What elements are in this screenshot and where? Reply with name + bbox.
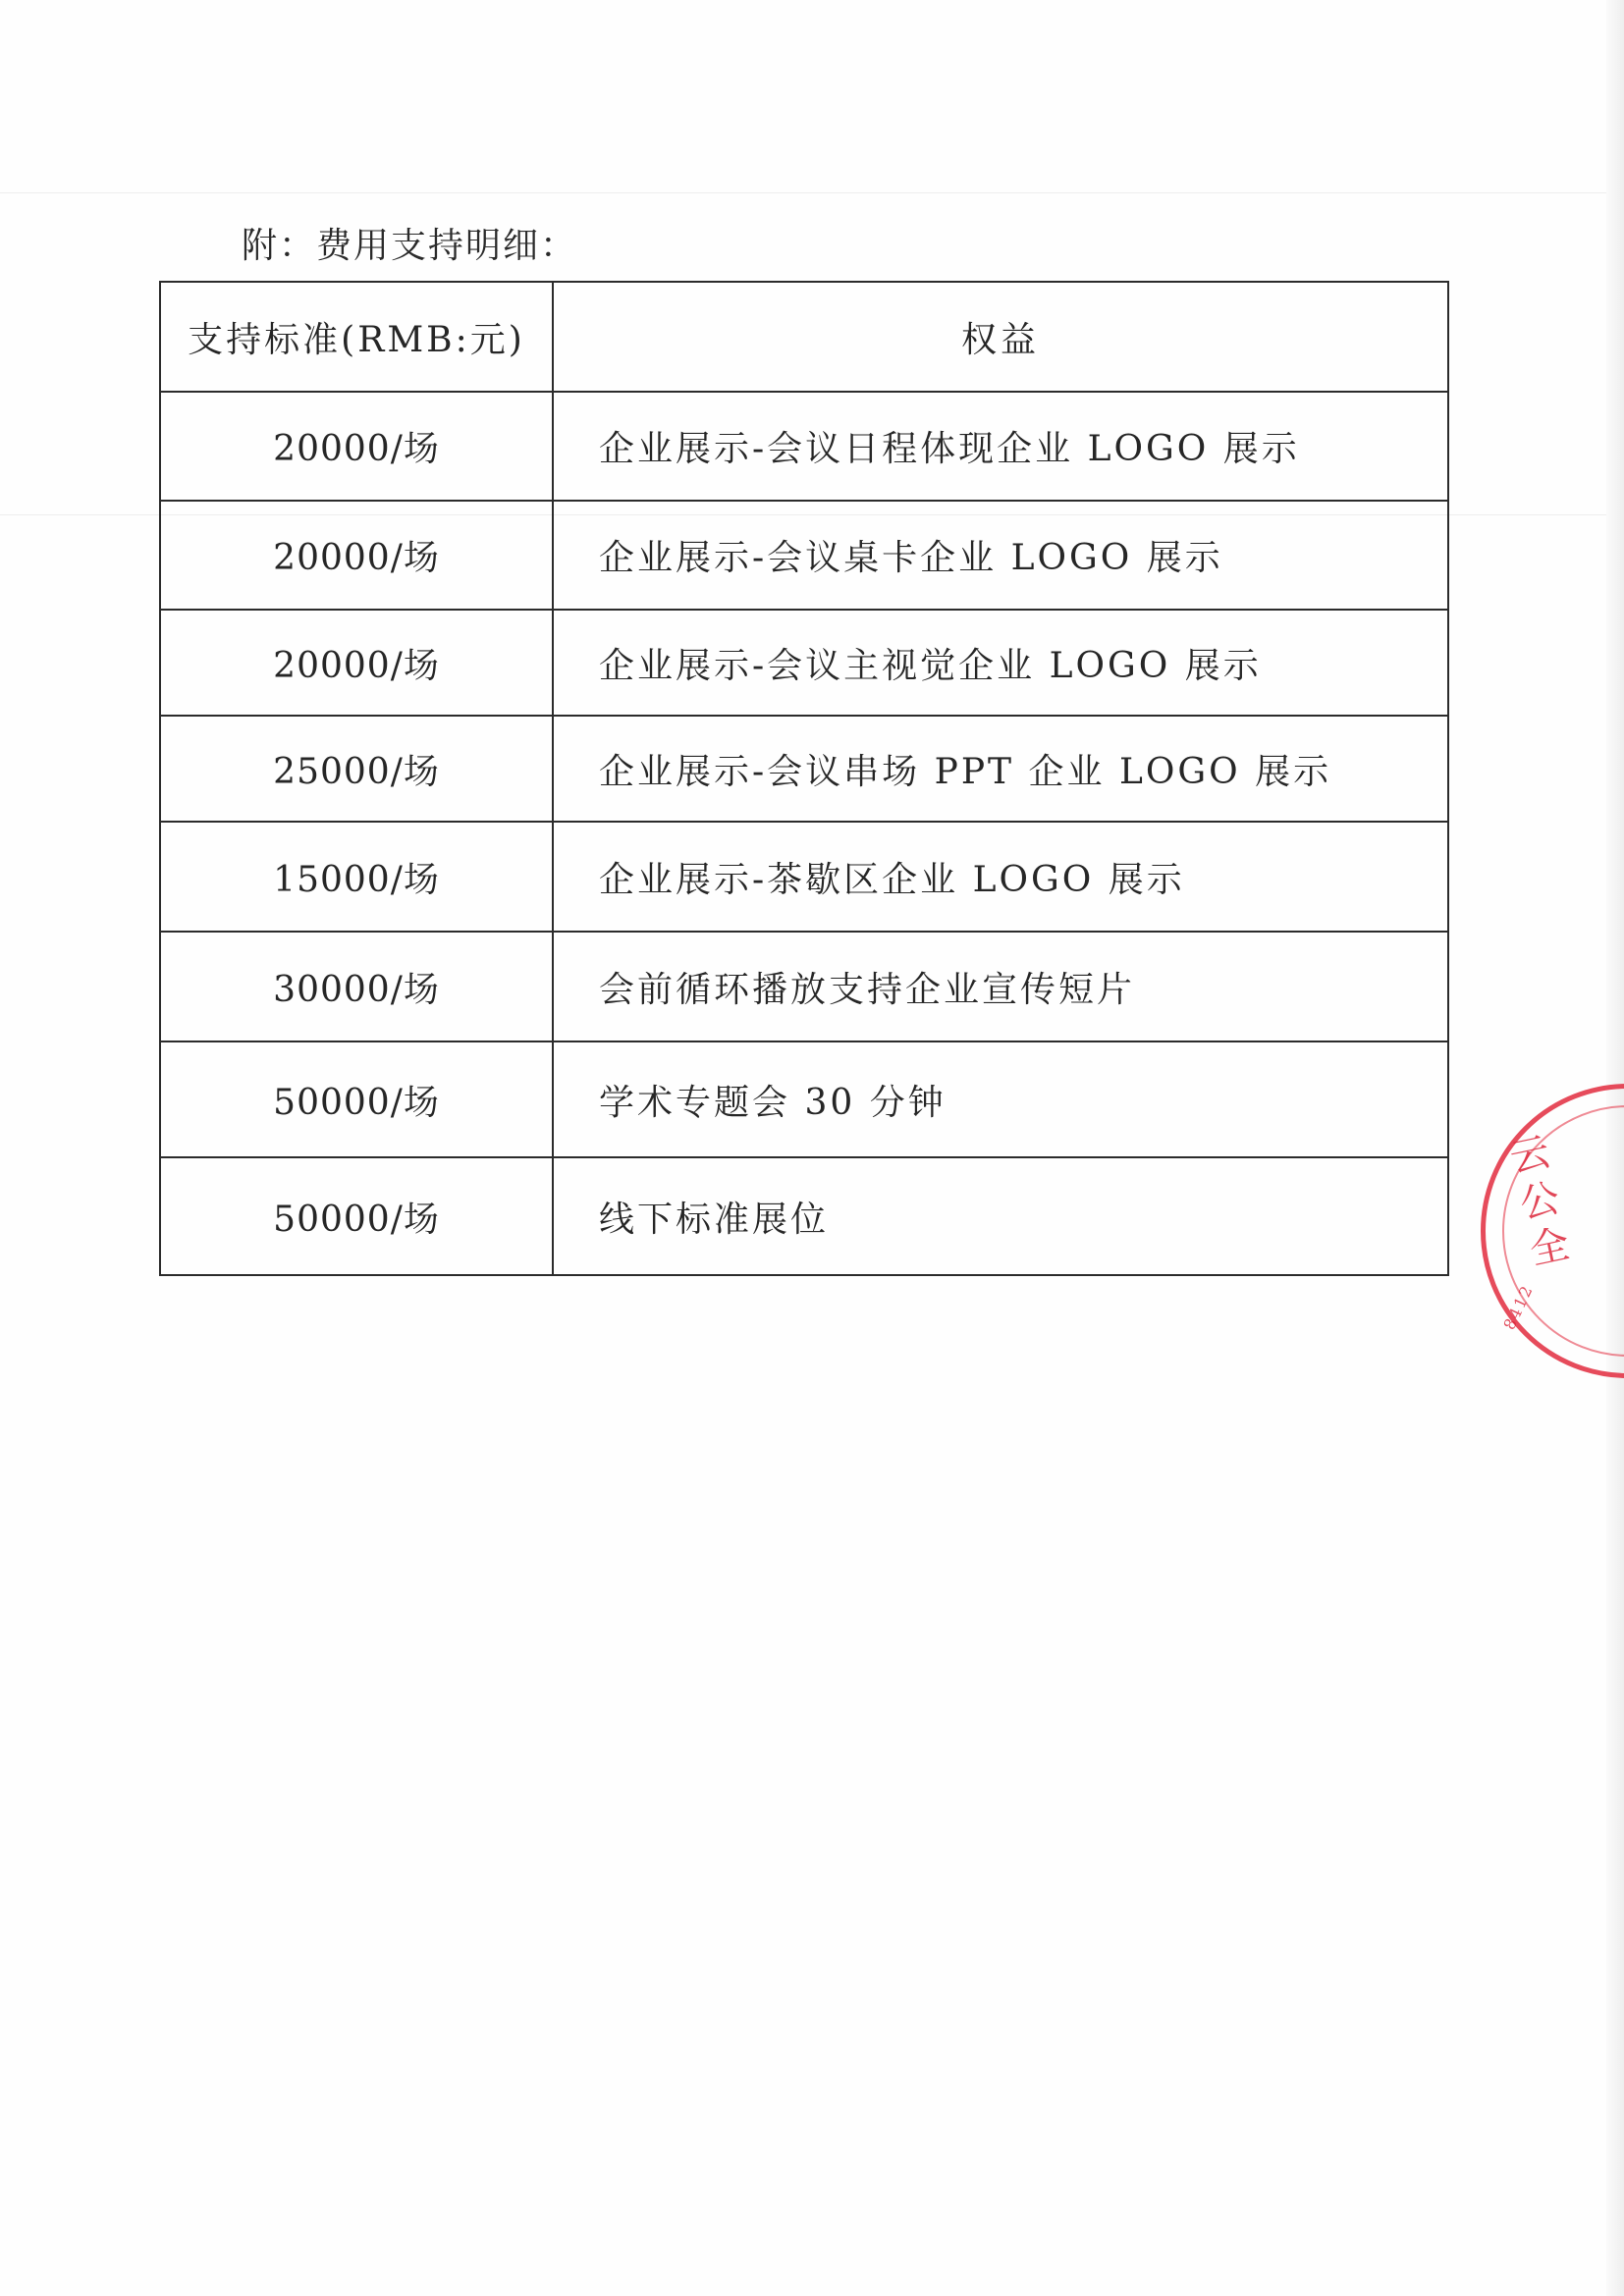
- right-cell: 企业展示-会议日程体现企业 LOGO 展示: [553, 392, 1448, 501]
- table-row: [160, 716, 1448, 822]
- scan-line: [0, 192, 1624, 193]
- price-cell: 50000/场: [160, 1157, 553, 1275]
- seal-character: 全: [1525, 1221, 1574, 1274]
- price-cell: 15000/场: [160, 822, 553, 932]
- header-rights: 权益: [553, 282, 1448, 392]
- seal-character: 云: [1505, 1129, 1554, 1182]
- seal-character: 公: [1515, 1175, 1564, 1228]
- table-header-row: [160, 282, 1448, 392]
- price-cell: 20000/场: [160, 610, 553, 716]
- price-cell: 50000/场: [160, 1041, 553, 1157]
- right-cell: 学术专题会 30 分钟: [553, 1041, 1448, 1157]
- table-row: [160, 1157, 1448, 1275]
- table-row: [160, 501, 1448, 610]
- seal-code: 8412: [1499, 1281, 1538, 1333]
- price-cell: 20000/场: [160, 392, 553, 501]
- right-cell: 企业展示-会议主视觉企业 LOGO 展示: [553, 610, 1448, 716]
- price-cell: 25000/场: [160, 716, 553, 822]
- right-cell: 企业展示-茶歇区企业 LOGO 展示: [553, 822, 1448, 932]
- price-cell: 20000/场: [160, 501, 553, 610]
- attachment-caption: 附：费用支持明细：: [242, 226, 578, 266]
- table-row: [160, 610, 1448, 716]
- table-row: [160, 392, 1448, 501]
- right-cell: 会前循环播放支持企业宣传短片: [553, 932, 1448, 1041]
- right-cell: 企业展示-会议桌卡企业 LOGO 展示: [553, 501, 1448, 610]
- table-row: [160, 1041, 1448, 1157]
- right-cell: 企业展示-会议串场 PPT 企业 LOGO 展示: [553, 716, 1448, 822]
- price-cell: 30000/场: [160, 932, 553, 1041]
- fee-support-table: [159, 281, 1449, 1276]
- right-cell: 线下标准展位: [553, 1157, 1448, 1275]
- table-row: [160, 822, 1448, 932]
- table-row: [160, 932, 1448, 1041]
- header-support-standard: 支持标准(RMB:元): [160, 282, 553, 392]
